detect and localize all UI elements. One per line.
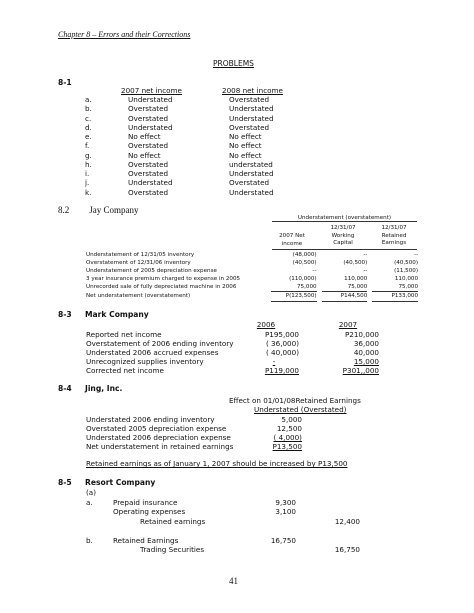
col-header-line: Earnings — [381, 240, 407, 246]
effect-2008: understated — [229, 159, 273, 169]
effect-2007: Overstated — [128, 113, 169, 123]
jay-company-table — [86, 251, 418, 302]
item-letter: b. — [85, 104, 92, 114]
value-2006: P195,000 — [264, 330, 299, 339]
col-header-2008: 2008 net income — [222, 86, 283, 95]
value-2007: P210,000 — [344, 330, 379, 339]
row-label: Unrecognized supplies inventory — [86, 357, 204, 367]
col-header-line: 12/31/07 — [330, 225, 356, 231]
col-header-line: income — [281, 240, 303, 247]
value-2007: 36,000 — [353, 339, 379, 349]
table-row — [86, 292, 418, 301]
row-value: (48,000) — [292, 252, 317, 258]
list-item — [85, 151, 295, 160]
col-header-line: 2007 Net — [279, 233, 305, 239]
entry-a-debit-2: Operating expenses — [113, 507, 186, 516]
row-value: (40,500) — [394, 260, 419, 267]
row-value: 75,000 — [372, 283, 418, 292]
table-row — [86, 259, 418, 267]
table-row — [86, 433, 336, 442]
row-value: 5,000 — [281, 415, 302, 424]
row-value: (110,000) — [289, 276, 317, 283]
table-row — [86, 267, 418, 275]
problem-number-8-4: 8-4 — [58, 384, 72, 393]
effect-2007: Overstated — [128, 104, 169, 114]
item-letter: g. — [85, 150, 92, 160]
table-row — [86, 424, 336, 433]
effect-2007: Understated — [128, 95, 173, 104]
row-value: ( 4,000) — [273, 433, 302, 443]
effect-2007: Overstated — [128, 169, 169, 178]
entry-b-debit: Retained Earnings — [113, 536, 179, 545]
row-value: (11,500) — [394, 268, 419, 275]
company-name-mark: Mark Company — [85, 310, 149, 319]
company-name-jay: Jay Company — [89, 205, 139, 215]
list-item — [85, 160, 295, 169]
page-title: PROBLEMS — [213, 59, 254, 68]
col-header-line: Working — [331, 232, 355, 239]
effect-2008: No effect — [229, 141, 262, 151]
row-label: Overstatement of 12/31/06 inventory — [86, 260, 191, 267]
row-label: Understated 2006 ending inventory — [86, 415, 215, 424]
effect-header: Effect on 01/01/08Retained Earnings — [229, 396, 361, 405]
effect-2008: Understated — [229, 187, 274, 197]
list-item — [85, 188, 295, 197]
list-item — [85, 95, 295, 104]
retained-earnings-note: Retained earnings as of January 1, 2007 should be increased by P13,500 — [86, 459, 348, 468]
mark-company-table — [86, 330, 386, 375]
list-item — [85, 132, 295, 141]
row-label: Net understatement (overstatement) — [86, 293, 191, 300]
problem-number-8-5: 8-5 — [58, 478, 72, 487]
effect-2008: Understated — [229, 104, 274, 114]
list-item — [85, 141, 295, 150]
row-value: 75,000 — [271, 283, 317, 292]
effect-2007: Overstated — [128, 141, 169, 151]
problem-number-8-3: 8-3 — [58, 310, 72, 319]
row-value: (40,500) — [343, 260, 368, 267]
item-letter: k. — [85, 187, 92, 197]
effect-2008: Overstated — [229, 95, 270, 104]
value-2007: 15,000 — [353, 357, 379, 367]
entry-b-credit: Trading Securities — [140, 545, 205, 554]
item-letter: h. — [85, 159, 92, 169]
row-value: -- — [413, 252, 419, 258]
item-letter: i. — [85, 169, 90, 178]
value-2006: ( 40,000) — [265, 348, 299, 358]
list-item — [85, 114, 295, 123]
net-income-effect-list — [85, 95, 295, 197]
entry-a-debit-2-amount: 3,100 — [275, 507, 296, 516]
effect-2007: Overstated — [128, 159, 169, 169]
company-name-resort: Resort Company — [85, 478, 156, 487]
entry-a-credit: Retained earnings — [140, 517, 206, 526]
list-item — [85, 104, 295, 113]
col-header-net-income — [269, 233, 315, 248]
table-row — [86, 357, 386, 366]
row-value: -- — [363, 252, 368, 258]
row-value: P133,000 — [372, 292, 418, 301]
row-label: Reported net income — [86, 330, 162, 339]
row-value: 110,000 — [394, 276, 419, 283]
col-header-2007: 2007 — [338, 320, 358, 329]
row-label: 3 year insurance premium charged to expense in 2005 — [86, 276, 241, 283]
row-label: Corrected net income — [86, 366, 164, 376]
value-2006: ( 36,000) — [265, 339, 299, 349]
table-row — [86, 415, 336, 424]
col-header-line: Capital — [333, 240, 353, 246]
value-2006: P119,000 — [264, 366, 299, 376]
jing-table — [86, 415, 336, 451]
list-item — [85, 169, 295, 178]
row-label: Unrecorded sale of fully depreciated machine in 2006 — [86, 284, 237, 291]
item-letter: c. — [85, 113, 92, 123]
col-header-2007: 2007 net income — [121, 86, 182, 95]
understated-header: Understated (Overstated) — [254, 405, 347, 414]
item-letter: d. — [85, 122, 92, 132]
entry-a-debit-1: Prepaid insurance — [113, 498, 178, 507]
row-label: Understatement of 12/31/05 inventory — [86, 252, 195, 258]
effect-2007: Overstated — [128, 187, 169, 197]
row-label: Understated 2006 depreciation expense — [86, 433, 231, 443]
problem-8-2-heading — [58, 205, 139, 215]
entry-b-credit-amount: 16,750 — [334, 545, 360, 554]
company-name-jing: Jing, Inc. — [85, 384, 123, 393]
row-label: Understated 2006 accrued expenses — [86, 348, 219, 358]
table-row — [86, 442, 336, 451]
row-value: P144,500 — [322, 292, 368, 301]
effect-2007: Understated — [128, 178, 173, 188]
group-header: Understatement (overstatement) — [272, 215, 417, 222]
entry-letter-a: a. — [86, 498, 93, 507]
item-letter: e. — [85, 132, 92, 141]
effect-2008: Understated — [229, 169, 274, 178]
row-label: Understatement of 2005 depreciation expense — [86, 268, 217, 275]
row-label: Overstatement of 2006 ending inventory — [86, 339, 234, 349]
table-row — [86, 366, 386, 375]
row-value: 75,000 — [322, 283, 368, 292]
entry-a-debit-1-amount: 9,300 — [275, 498, 296, 507]
value-2006: - — [272, 357, 276, 367]
effect-2007: No effect — [128, 150, 161, 160]
list-item — [85, 123, 295, 132]
row-value: -- — [363, 268, 368, 275]
item-letter: a. — [85, 95, 92, 104]
problem-number-8-2: 8.2 — [58, 205, 70, 215]
effect-2008: Overstated — [229, 178, 270, 188]
table-row — [86, 283, 418, 292]
effect-2008: No effect — [229, 150, 262, 160]
col-header-line: 12/31/07 — [381, 225, 407, 231]
problem-number-8-1: 8-1 — [58, 78, 72, 87]
effect-2008: Overstated — [229, 122, 270, 132]
value-2007: P301,,000 — [342, 366, 379, 376]
entry-a-credit-amount: 12,400 — [334, 517, 360, 526]
value-2007: 40,000 — [353, 348, 379, 358]
row-value: (40,500) — [292, 260, 317, 267]
effect-2007: No effect — [128, 132, 161, 141]
table-row — [86, 339, 386, 348]
table-row — [86, 251, 418, 259]
part-label-a: (a) — [86, 488, 97, 497]
row-value: 110,000 — [344, 276, 368, 283]
chapter-header: Chapter 8 – Errors and their Corrections — [58, 30, 191, 39]
page-number: 41 — [229, 576, 238, 586]
row-value: 12,500 — [276, 424, 302, 434]
row-value: -- — [312, 268, 317, 275]
row-value: P(123,500) — [271, 292, 317, 301]
col-header-line: Retained — [381, 232, 407, 239]
item-letter: j. — [85, 178, 90, 188]
row-label: Overstated 2005 depreciation expense — [86, 424, 227, 434]
effect-2008: Understated — [229, 113, 274, 123]
effect-2007: Understated — [128, 122, 173, 132]
list-item — [85, 178, 295, 187]
table-row — [86, 275, 418, 283]
row-value: P13,500 — [272, 442, 302, 452]
col-header-2006: 2006 — [256, 320, 276, 329]
entry-letter-b: b. — [86, 536, 93, 545]
entry-b-debit-amount: 16,750 — [270, 536, 296, 545]
effect-2008: No effect — [229, 132, 262, 141]
row-label: Net understatement in retained earnings — [86, 442, 234, 452]
table-row — [86, 348, 386, 357]
col-header-retained-earnings — [371, 225, 417, 248]
item-letter: f. — [85, 141, 90, 151]
header-rule — [272, 249, 417, 250]
col-header-working-capital — [320, 225, 366, 248]
table-row — [86, 330, 386, 339]
